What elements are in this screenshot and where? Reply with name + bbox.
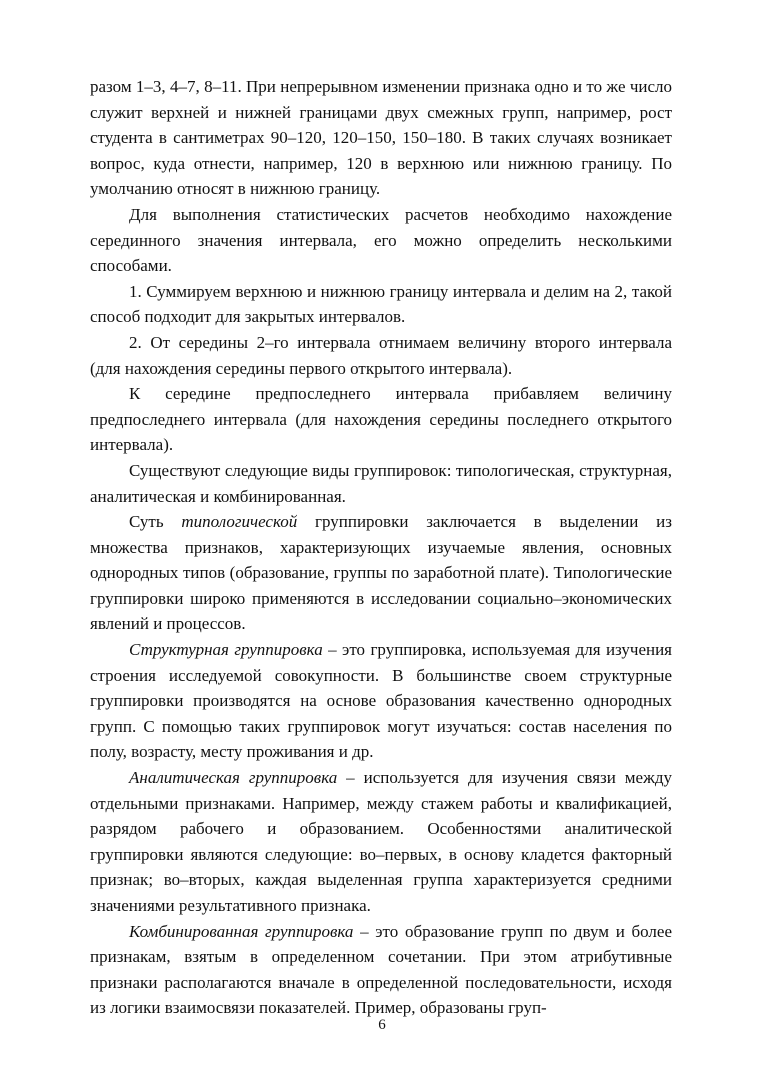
page-number: 6 (378, 1017, 386, 1033)
text-run: 2. От середины 2–го интервала отнимаем величину второго интервала (для нахождения середины первого открытого интервала). (90, 332, 672, 378)
text-run: К середине предпоследнего интервала прибавляем величину предпоследнего интервала (для нахождения середины последнего открытого интервала). (90, 384, 672, 455)
text-run: разом 1–3, 4–7, 8–11. При непрерывном изменении признака одно и то же число служит верхней и нижней границами двух смежных групп, например, рост студента в сантиметрах 90–120, 120–150, 150–180. В таких случаях возникает вопрос, куда отнести, например, 120 в верхнюю или нижнюю границу. По умолчанию относят в нижнюю границу. (90, 77, 672, 199)
text-run: Существуют следующие виды группировок: типологическая, структурная, аналитическая и комбинированная. (90, 460, 672, 506)
text-run: – это образование групп по двум и более признакам, взятым в определенном сочетании. При этом атрибутивные признаки располагаются вначале в определенной последовательности, исходя из логики взаимосвязи показателей. Пример, образованы груп- (90, 921, 672, 1018)
text-run: Суть (129, 512, 182, 532)
paragraph (90, 765, 672, 919)
text-run: – используется для изучения связи между отдельными признаками. Например, между стажем работы и квалификацией, разрядом рабочего и образованием. Особенностями аналитической группировки являются следующие: во–первых, в основу кладется факторный признак; во–вторых, каждая выделенная группа характеризуется средними значениями результативного признака. (90, 768, 672, 915)
paragraph (90, 279, 672, 330)
paragraph (90, 330, 672, 381)
paragraph (90, 202, 672, 279)
italic-term: Комбинированная группировка (129, 921, 354, 941)
paragraph (90, 458, 672, 509)
italic-term: типологической (181, 512, 298, 532)
paragraph (90, 919, 672, 1021)
text-run: – это группировка, используемая для изучения строения исследуемой совокупности. В большинстве своем структурные группировки производятся на основе образования качественно однородных групп. С помощью таких группировок могут изучаться: состав населения по полу, возрасту, месту проживания и др. (90, 640, 673, 762)
text-run: группировки заключается в выделении из множества признаков, характеризующих изучаемые явления, основных однородных типов (образование, группы по заработной плате). Типологические группировки широко применяются в исследовании социально–экономических явлений и процессов. (90, 512, 672, 634)
paragraph (90, 381, 672, 458)
body-text (90, 74, 672, 1021)
paragraph (90, 637, 672, 765)
text-run: Для выполнения статистических расчетов необходимо нахождение серединного значения интервала, его можно определить несколькими способами. (90, 204, 672, 276)
italic-term: Структурная группировка (129, 640, 323, 660)
text-run: 1. Суммируем верхнюю и нижнюю границу интервала и делим на 2, такой способ подходит для закрытых интервалов. (90, 281, 672, 327)
italic-term: Аналитическая группировка (129, 768, 338, 788)
paragraph (90, 74, 672, 202)
paragraph (90, 509, 672, 637)
